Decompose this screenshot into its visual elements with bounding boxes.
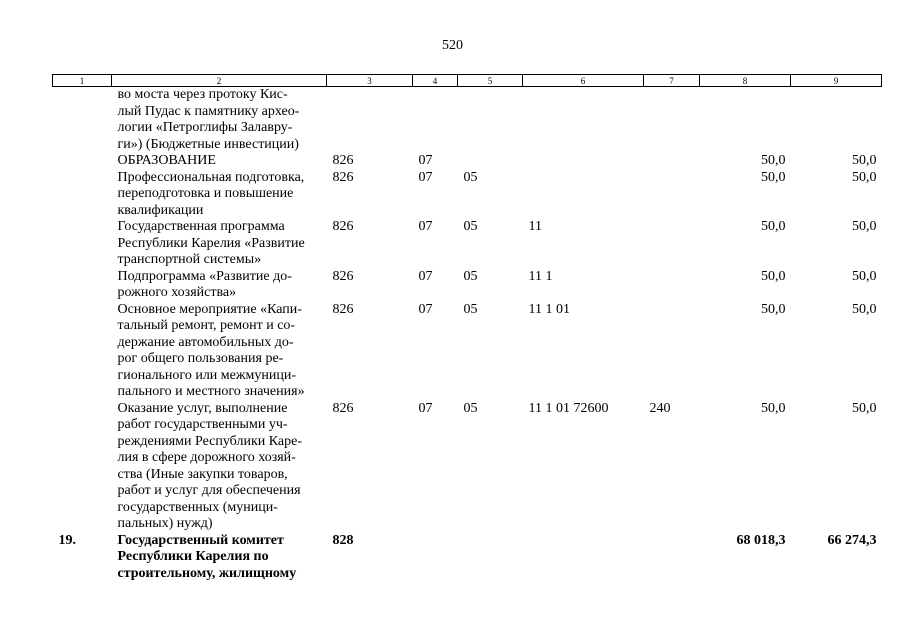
amount-year1-cell: 50,0 — [761, 153, 786, 168]
section-code-cell: 07 — [418, 400, 433, 416]
amount-year2-cell: 66 274,3 — [827, 532, 877, 548]
column-header-2: 2 — [112, 75, 327, 87]
ministry-code-cell: 826 — [332, 268, 354, 284]
amount-year1-cell: 50,0 — [761, 268, 786, 284]
subsection-code-cell: 05 — [463, 268, 478, 284]
table-row — [53, 533, 882, 583]
section-code-cell: 07 — [418, 268, 433, 284]
subsection-code-cell — [458, 153, 523, 170]
target-article-cell — [523, 153, 644, 170]
amount-year1-cell: 50,0 — [761, 400, 786, 416]
page-number: 520 — [442, 38, 463, 53]
ministry-code-cell — [327, 87, 413, 154]
ministry-code-cell: 826 — [332, 169, 354, 185]
target-article-cell — [523, 87, 644, 154]
column-header-1: 1 — [53, 75, 112, 87]
row-number-cell: 19. — [58, 532, 76, 548]
ministry-code-cell: 826 — [332, 301, 354, 317]
table-row — [53, 269, 882, 302]
expense-type-cell — [644, 153, 700, 170]
target-article-cell — [523, 533, 644, 583]
budget-table-container — [52, 74, 881, 582]
description-cell: во моста через протоку Кис- лый Пудас к памятнику архео- логии «Петроглифы Залавру- ги») (Бюджетные инвестиции) — [117, 87, 300, 152]
description-cell: Основное мероприятие «Капи- тальный ремонт, ремонт и со- держание автомобильных до- рог общего пользования ре- гионального или межмуници- пального и местного значения» — [117, 301, 305, 399]
subsection-code-cell — [458, 533, 523, 583]
budget-table — [52, 74, 882, 582]
table-row — [53, 153, 882, 170]
row-number-cell — [53, 269, 112, 302]
amount-year2-cell: 50,0 — [852, 268, 877, 284]
section-code-cell: 07 — [418, 301, 433, 317]
row-number-cell — [53, 302, 112, 401]
section-code-cell: 07 — [418, 169, 433, 185]
target-article-cell: 11 1 01 72600 — [528, 400, 609, 416]
ministry-code-cell: 826 — [332, 219, 354, 234]
subsection-code-cell: 05 — [463, 169, 478, 185]
section-code-cell: 07 — [418, 219, 433, 234]
column-header-5: 5 — [458, 75, 523, 87]
row-number-cell — [53, 87, 112, 154]
target-article-cell: 11 1 01 — [528, 301, 570, 317]
subsection-code-cell — [458, 87, 523, 154]
column-header-6: 6 — [523, 75, 644, 87]
table-body — [53, 87, 882, 583]
description-cell: Государственный комитет Республики Карелия по строительному, жилищному — [117, 532, 297, 581]
table-row — [53, 170, 882, 220]
subsection-code-cell: 05 — [463, 219, 478, 234]
section-code-cell — [413, 87, 458, 154]
description-cell: Подпрограмма «Развитие до- рожного хозяйства» — [117, 268, 292, 300]
table-row — [53, 401, 882, 533]
row-number-cell — [53, 401, 112, 533]
target-article-cell: 11 — [528, 219, 542, 234]
amount-year1-cell — [700, 87, 791, 154]
expense-type-cell — [644, 219, 700, 269]
expense-type-cell — [644, 533, 700, 583]
column-number-row — [53, 75, 882, 87]
expense-type-cell — [644, 87, 700, 154]
amount-year2-cell — [791, 87, 882, 154]
description-cell: Профессиональная подготовка, переподготовка и повышение квалификации — [117, 169, 305, 218]
column-header-4: 4 — [413, 75, 458, 87]
amount-year2-cell: 50,0 — [852, 219, 877, 234]
target-article-cell: 11 1 — [528, 268, 553, 284]
amount-year1-cell: 50,0 — [761, 169, 786, 185]
column-header-8: 8 — [700, 75, 791, 87]
column-header-9: 9 — [791, 75, 882, 87]
expense-type-cell: 240 — [649, 400, 671, 416]
amount-year1-cell: 50,0 — [761, 219, 786, 234]
column-header-3: 3 — [327, 75, 413, 87]
expense-type-cell — [644, 302, 700, 401]
table-row — [53, 219, 882, 269]
amount-year2-cell: 50,0 — [852, 301, 877, 317]
amount-year2-cell: 50,0 — [852, 169, 877, 185]
description-cell: Государственная программа Республики Карелия «Развитие транспортной системы» — [117, 219, 305, 267]
amount-year2-cell: 50,0 — [852, 400, 877, 416]
target-article-cell — [523, 170, 644, 220]
subsection-code-cell: 05 — [463, 301, 478, 317]
row-number-cell — [53, 170, 112, 220]
section-code-cell — [413, 533, 458, 583]
section-code-cell: 07 — [418, 153, 433, 168]
subsection-code-cell: 05 — [463, 400, 478, 416]
amount-year2-cell: 50,0 — [852, 153, 877, 168]
description-cell: ОБРАЗОВАНИЕ — [117, 153, 216, 168]
amount-year1-cell: 50,0 — [761, 301, 786, 317]
table-row — [53, 302, 882, 401]
amount-year1-cell: 68 018,3 — [736, 532, 786, 548]
ministry-code-cell: 828 — [332, 532, 354, 548]
ministry-code-cell: 826 — [332, 153, 354, 168]
description-cell: Оказание услуг, выполнение работ государственными уч- реждениями Республики Каре- лия в сфере дорожного хозяй- ства (Иные закупки товаров, работ и услуг для обеспечения государственных (муници- пальных) нужд) — [117, 400, 302, 531]
ministry-code-cell: 826 — [332, 400, 354, 416]
table-row — [53, 87, 882, 154]
row-number-cell — [53, 153, 112, 170]
expense-type-cell — [644, 170, 700, 220]
expense-type-cell — [644, 269, 700, 302]
row-number-cell — [53, 219, 112, 269]
column-header-7: 7 — [644, 75, 700, 87]
